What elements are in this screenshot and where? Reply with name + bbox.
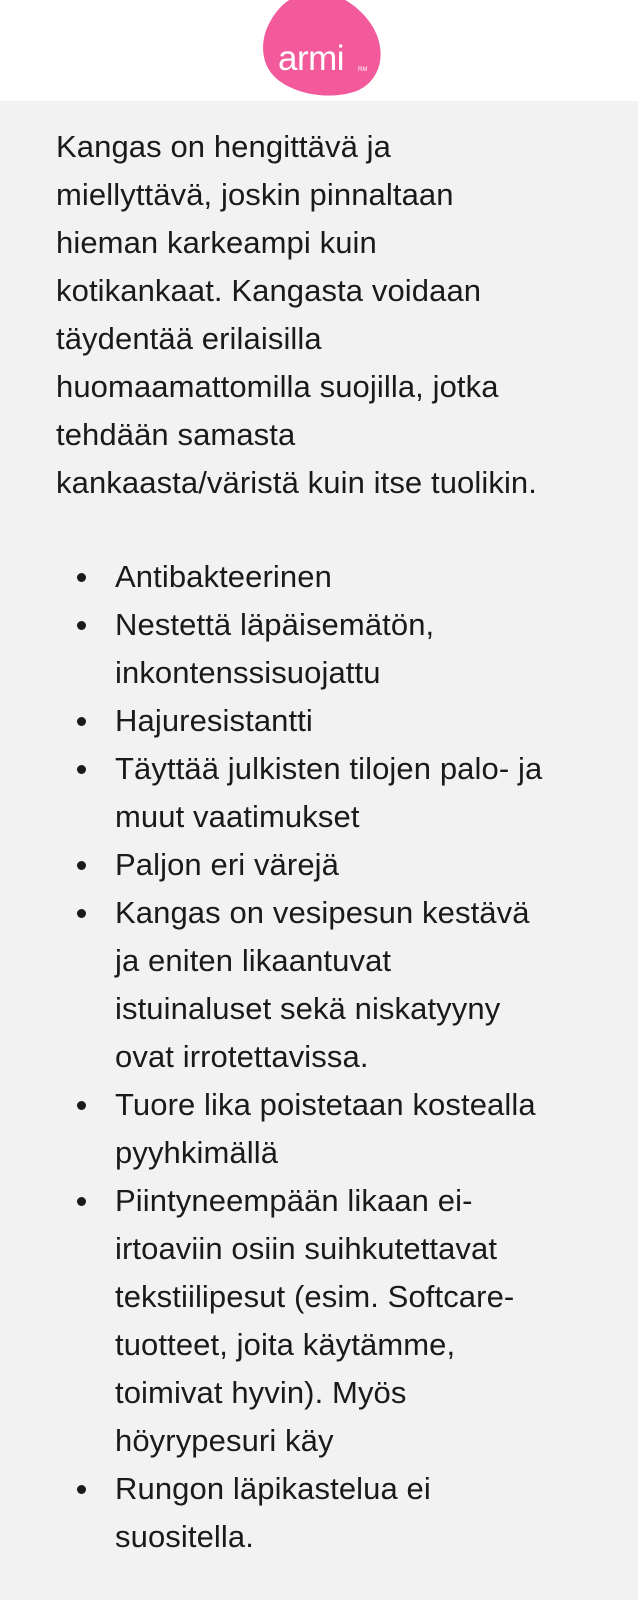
bullet-icon — [77, 1485, 86, 1494]
feature-item-antibacterial — [56, 553, 602, 601]
description-line: täydentää erilaisilla — [56, 321, 322, 356]
bullet-icon — [77, 909, 86, 918]
feature-text: Rungon läpikastelua ei — [115, 1471, 431, 1506]
feature-item-fresh-dirt — [56, 1081, 602, 1177]
description-line: tehdään samasta — [56, 417, 296, 452]
feature-item-stubborn-dirt — [56, 1177, 602, 1465]
feature-text: ja eniten likaantuvat — [115, 943, 392, 978]
description-line: Kangas on hengittävä ja — [56, 129, 391, 164]
logo-trademark: RM — [358, 67, 368, 73]
feature-text: Paljon eri värejä — [115, 847, 339, 882]
feature-text: Hajuresistantti — [115, 703, 313, 738]
feature-text: muut vaatimukset — [115, 799, 360, 834]
description-line: kankaasta/väristä kuin itse tuolikin. — [56, 465, 537, 500]
bullet-icon — [77, 861, 86, 870]
feature-text: Täyttää julkisten tilojen palo- ja — [115, 751, 543, 786]
description-line: miellyttävä, joskin pinnaltaan — [56, 177, 454, 212]
logo-text: armi — [278, 39, 345, 78]
feature-text: tuotteet, joita käytämme, — [115, 1327, 456, 1362]
feature-text: Nestettä läpäisemätön, — [115, 607, 435, 642]
armi-logo[interactable] — [259, 0, 387, 98]
bullet-icon — [77, 717, 86, 726]
bullet-icon — [77, 621, 86, 630]
fabric-description — [56, 123, 602, 507]
feature-text: toimivat hyvin). Myös — [115, 1375, 407, 1410]
product-description — [0, 101, 638, 1561]
bullet-icon — [77, 765, 86, 774]
description-line: huomaamattomilla suojilla, jotka — [56, 369, 499, 404]
feature-item-fire-requirements — [56, 745, 602, 841]
feature-item-frame-soaking — [56, 1465, 602, 1561]
bullet-icon — [77, 573, 86, 582]
feature-text: Tuore lika poistetaan kostealla — [115, 1087, 536, 1122]
feature-text: inkontenssisuojattu — [115, 655, 381, 690]
feature-text: höyrypesuri käy — [115, 1423, 334, 1458]
description-line: kotikankaat. Kangasta voidaan — [56, 273, 482, 308]
feature-text: Piintyneempään likaan ei- — [115, 1183, 473, 1218]
feature-text: pyyhkimällä — [115, 1135, 279, 1170]
feature-list — [56, 553, 602, 1561]
feature-text: ovat irrotettavissa. — [115, 1039, 369, 1074]
armi-logo-mark — [259, 0, 387, 98]
feature-item-washable — [56, 889, 602, 1081]
feature-item-odor-resistant — [56, 697, 602, 745]
feature-text: Kangas on vesipesun kestävä — [115, 895, 530, 930]
feature-item-waterproof — [56, 601, 602, 697]
feature-item-colors — [56, 841, 602, 889]
bullet-icon — [77, 1197, 86, 1206]
feature-text: suositella. — [115, 1519, 254, 1554]
feature-text: Antibakteerinen — [115, 559, 332, 594]
bullet-icon — [77, 1101, 86, 1110]
header — [0, 0, 638, 101]
feature-text: istuinaluset sekä niskatyyny — [115, 991, 501, 1026]
feature-text: irtoaviin osiin suihkutettavat — [115, 1231, 498, 1266]
feature-text: tekstiilipesut (esim. Softcare- — [115, 1279, 515, 1314]
description-line: hieman karkeampi kuin — [56, 225, 377, 260]
